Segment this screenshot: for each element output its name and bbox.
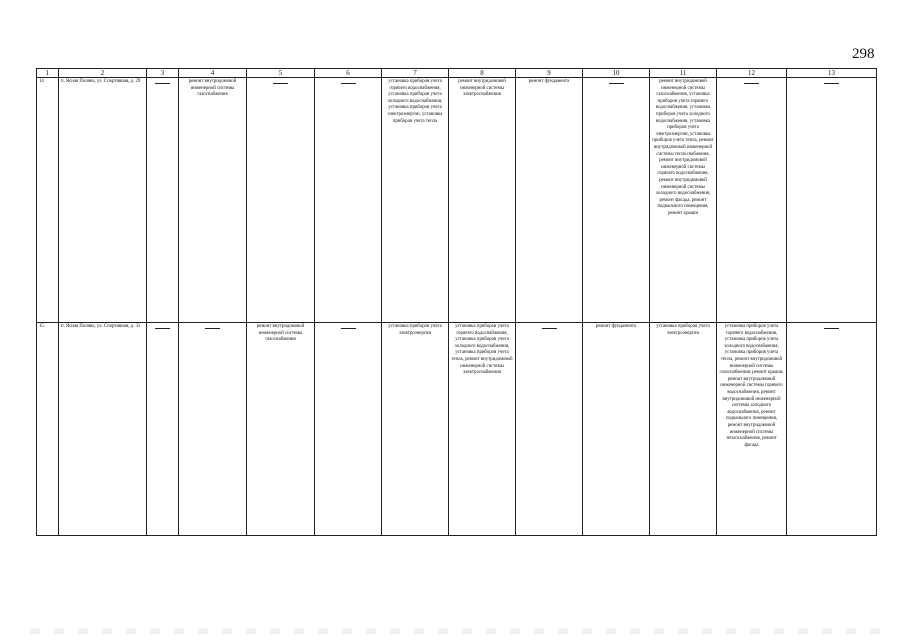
row-number: 14 [37,78,59,323]
row-number: 15. [37,323,59,536]
column-number: 5 [247,69,315,78]
column-number: 4 [179,69,247,78]
dash-mark [744,83,759,84]
column-number: 9 [516,69,583,78]
column-number: 6 [315,69,382,78]
table-row [37,323,877,536]
work-cell: ремонт внутридомовой инженерной системы газоснабжения [179,78,247,323]
dash-mark [609,83,624,84]
empty-dash-cell [516,323,583,536]
column-number: 11 [650,69,717,78]
column-number: 10 [583,69,650,78]
empty-dash-cell [179,323,247,536]
page-number: 298 [852,46,875,62]
dash-mark [155,328,170,329]
column-number-row [37,69,877,78]
empty-dash-cell [315,78,382,323]
column-number: 1 [37,69,59,78]
work-cell: установка приборов учета горячего водоснабжения, установка приборов учета холодного водоснабжения, установка приборов учета тепла, ремонт внутридомовой инженерной системы газоснабжения, ремонт крыши, ремонт внутридомовой инженерной системы горячего водоснабжения, ремонт внутридомовой инженерной системы холодного водоснабжения, ремонт подвального помещения, ремонт внутридомовой инженерной системы теплоснабжения, ремонт фасада [717,323,787,536]
column-number: 7 [382,69,449,78]
scan-artifact-strip [30,628,890,634]
work-cell: установка приборов учета горячего водоснабжения, установка приборов учета холодного водоснабжения, установка приборов учета электроэнергии, установка приборов учета тепла [382,78,449,323]
dash-mark [824,328,839,329]
dash-mark [341,328,356,329]
dash-mark [273,83,288,84]
table-row [37,78,877,323]
empty-dash-cell [315,323,382,536]
work-cell: установка приборов учета электроэнергии [650,323,717,536]
empty-dash-cell [147,78,179,323]
column-number: 8 [449,69,516,78]
work-cell: установка приборов учета электроэнергии [382,323,449,536]
dash-mark [341,83,356,84]
address-cell: п. Ясная Поляна, ул. Спортивная, д. 31 [59,323,147,536]
empty-dash-cell [787,78,877,323]
work-cell: ремонт фундамента [516,78,583,323]
empty-dash-cell [147,323,179,536]
empty-dash-cell [717,78,787,323]
dash-mark [155,83,170,84]
dash-mark [205,328,220,329]
work-cell: ремонт фундамента [583,323,650,536]
dash-mark [542,328,557,329]
work-cell: установка приборов учета горячего водоснабжения, установка приборов учета холодного водоснабжения, установка приборов учета тепла, ремонт внутридомовой инженерной системы электроснабжения [449,323,516,536]
empty-dash-cell [787,323,877,536]
dash-mark [824,83,839,84]
address-cell: п. Ясная Поляна, ул. Спортивная, д. 29 [59,78,147,323]
work-cell: ремонт внутридомовой инженерной системы электроснабжения [449,78,516,323]
work-cell: ремонт внутридомовой инженерной системы газоснабжения, установка приборов учета горячего водоснабжения, установка приборов учета холодного водоснабжения, установка приборов учета электроэнергии, установка приборов учета тепла, ремонт внутридомовой инженерной системы теплоснабжения, ремонт внутридомовой инженерной системы горячего водоснабжения, ремонт внутридомовой инженерной системы холодного водоснабжения, ремонт фасада, ремонт подвального помещения, ремонт крыши [650,78,717,323]
work-cell: ремонт внутридомовой инженерной системы газоснабжения [247,323,315,536]
column-number: 3 [147,69,179,78]
empty-dash-cell [247,78,315,323]
repair-schedule-table [36,68,877,536]
column-number: 12 [717,69,787,78]
column-number: 13 [787,69,877,78]
empty-dash-cell [583,78,650,323]
column-number: 2 [59,69,147,78]
